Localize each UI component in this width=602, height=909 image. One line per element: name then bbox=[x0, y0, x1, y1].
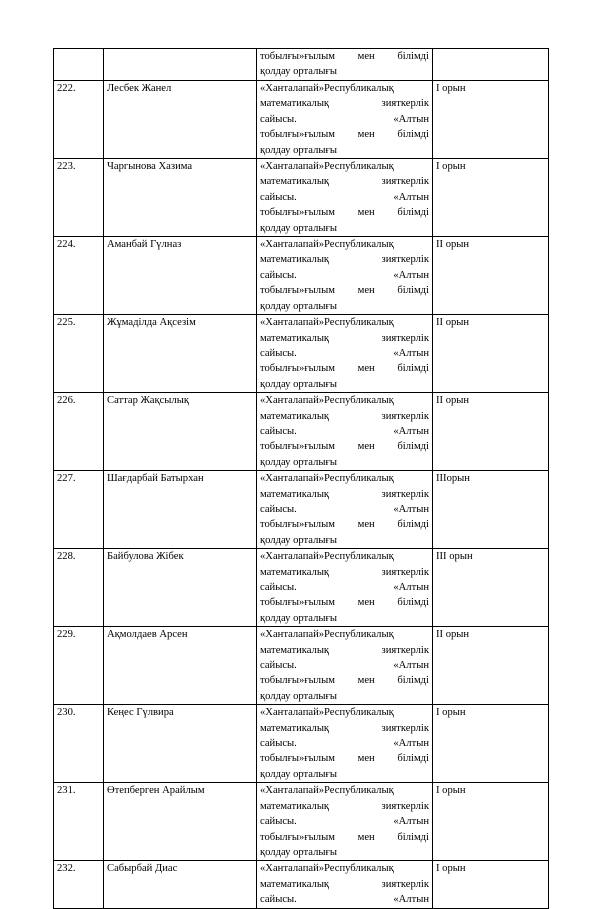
name-cell: Өтепберген Арайлым bbox=[104, 783, 257, 861]
organization-line: тобылғы»ғылым мен білімді bbox=[260, 51, 429, 62]
place-cell: ІІ орын bbox=[433, 315, 549, 393]
number-cell: 223. bbox=[54, 159, 104, 237]
table-row bbox=[54, 471, 549, 549]
organization-line: математикалық зияткерлік bbox=[260, 878, 429, 890]
organization-line: қолдау орталығы bbox=[260, 222, 337, 234]
name-cell: Жұмаділда Ақсезім bbox=[104, 315, 257, 393]
place-cell: І орын bbox=[433, 159, 549, 237]
organization-line: қолдау орталығы bbox=[260, 66, 337, 78]
organization-line: «Ханталапай»Республикалық bbox=[260, 317, 394, 329]
organization-line: «Ханталапай»Республикалық bbox=[260, 395, 394, 407]
organization-line: тобылғы»ғылым мен білімді bbox=[260, 207, 429, 219]
place-cell: ІІІорын bbox=[433, 471, 549, 549]
table-row bbox=[54, 315, 549, 393]
organization-cell bbox=[257, 471, 433, 549]
organization-line: тобылғы»ғылым мен білімді bbox=[260, 753, 429, 765]
name-cell: Шағдарбай Батырхан bbox=[104, 471, 257, 549]
number-cell: 228. bbox=[54, 549, 104, 627]
organization-line: «Ханталапай»Республикалық bbox=[260, 629, 394, 641]
organization-line: сайысы. «Алтын bbox=[260, 347, 429, 359]
organization-line: тобылғы»ғылым мен білімді bbox=[260, 519, 429, 531]
place-cell: ІІ орын bbox=[433, 627, 549, 705]
organization-line: математикалық зияткерлік bbox=[260, 566, 429, 578]
organization-line: «Ханталапай»Республикалық bbox=[260, 161, 394, 173]
organization-line: сайысы. «Алтын bbox=[260, 425, 429, 437]
organization-line: сайысы. «Алтын bbox=[260, 894, 429, 906]
place-cell: ІІ орын bbox=[433, 393, 549, 471]
name-cell: Лесбек Жанел bbox=[104, 81, 257, 159]
number-cell: 230. bbox=[54, 705, 104, 783]
organization-line: математикалық зияткерлік bbox=[260, 488, 429, 500]
table-row bbox=[54, 237, 549, 315]
organization-cell bbox=[257, 81, 433, 159]
table-row bbox=[54, 627, 549, 705]
table-row bbox=[54, 393, 549, 471]
organization-line: математикалық зияткерлік bbox=[260, 254, 429, 266]
organization-line: қолдау орталығы bbox=[260, 846, 337, 858]
place-cell: ІІ орын bbox=[433, 237, 549, 315]
organization-cell bbox=[257, 549, 433, 627]
organization-line: тобылғы»ғылым мен білімді bbox=[260, 441, 429, 453]
organization-line: сайысы. «Алтын bbox=[260, 582, 429, 593]
results-table bbox=[53, 48, 549, 909]
organization-line: математикалық зияткерлік bbox=[260, 644, 429, 656]
table-row bbox=[54, 783, 549, 861]
organization-line: қолдау орталығы bbox=[260, 144, 337, 156]
table-row bbox=[54, 159, 549, 237]
place-cell: І орын bbox=[433, 705, 549, 783]
name-cell: Саттар Жақсылық bbox=[104, 393, 257, 471]
organization-line: тобылғы»ғылым мен білімді bbox=[260, 285, 429, 297]
organization-line: «Ханталапай»Республикалық bbox=[260, 83, 394, 94]
organization-line: математикалық зияткерлік bbox=[260, 410, 429, 422]
organization-line: «Ханталапай»Республикалық bbox=[260, 707, 394, 719]
name-cell: Аманбай Гүлназ bbox=[104, 237, 257, 315]
table-row bbox=[54, 81, 549, 159]
organization-line: математикалық зияткерлік bbox=[260, 332, 429, 344]
organization-line: «Ханталапай»Республикалық bbox=[260, 785, 394, 797]
organization-line: математикалық зияткерлік bbox=[260, 176, 429, 188]
table-row bbox=[54, 549, 549, 627]
organization-line: «Ханталапай»Республикалық bbox=[260, 863, 394, 875]
number-cell: 225. bbox=[54, 315, 104, 393]
place-cell: ІІІ орын bbox=[433, 549, 549, 627]
place-cell: І орын bbox=[433, 81, 549, 159]
organization-line: қолдау орталығы bbox=[260, 534, 337, 546]
organization-line: математикалық зияткерлік bbox=[260, 800, 429, 812]
organization-cell bbox=[257, 237, 433, 315]
organization-cell bbox=[257, 315, 433, 393]
organization-cell bbox=[257, 783, 433, 861]
organization-cell bbox=[257, 159, 433, 237]
organization-line: «Ханталапай»Республикалық bbox=[260, 473, 394, 485]
organization-line: «Ханталапай»Республикалық bbox=[260, 551, 394, 563]
organization-line: сайысы. «Алтын bbox=[260, 660, 429, 672]
number-cell: 226. bbox=[54, 393, 104, 471]
place-cell bbox=[433, 49, 549, 81]
name-cell: Кеңес Гүлвира bbox=[104, 705, 257, 783]
organization-line: математикалық зияткерлік bbox=[260, 722, 429, 734]
organization-line: математикалық зияткерлік bbox=[260, 98, 429, 110]
name-cell: Чаргынова Хазима bbox=[104, 159, 257, 237]
organization-line: қолдау орталығы bbox=[260, 768, 337, 780]
name-cell: Сабырбай Диас bbox=[104, 861, 257, 908]
organization-line: қолдау орталығы bbox=[260, 300, 337, 312]
organization-line: сайысы. «Алтын bbox=[260, 503, 429, 515]
organization-cell bbox=[257, 861, 433, 908]
results-table-body bbox=[54, 49, 549, 909]
organization-line: сайысы. «Алтын bbox=[260, 816, 429, 828]
table-row bbox=[54, 705, 549, 783]
organization-line: тобылғы»ғылым мен білімді bbox=[260, 597, 429, 609]
number-cell: 224. bbox=[54, 237, 104, 315]
organization-cell bbox=[257, 627, 433, 705]
table-row bbox=[54, 861, 549, 908]
organization-line: қолдау орталығы bbox=[260, 378, 337, 390]
number-cell: 222. bbox=[54, 81, 104, 159]
organization-cell bbox=[257, 49, 433, 81]
organization-line: сайысы. «Алтын bbox=[260, 191, 429, 203]
table-row-continuation bbox=[54, 49, 549, 81]
organization-line: тобылғы»ғылым мен білімді bbox=[260, 675, 429, 687]
number-cell: 232. bbox=[54, 861, 104, 908]
organization-line: қолдау орталығы bbox=[260, 456, 337, 468]
name-cell: Байбулова Жібек bbox=[104, 549, 257, 627]
number-cell: 229. bbox=[54, 627, 104, 705]
organization-line: тобылғы»ғылым мен білімді bbox=[260, 831, 429, 843]
number-cell bbox=[54, 49, 104, 81]
organization-line: сайысы. «Алтын bbox=[260, 269, 429, 281]
place-cell: І орын bbox=[433, 861, 549, 908]
organization-cell bbox=[257, 393, 433, 471]
organization-line: қолдау орталығы bbox=[260, 612, 337, 624]
name-cell: Ақмолдаев Арсен bbox=[104, 627, 257, 705]
organization-line: сайысы. «Алтын bbox=[260, 738, 429, 750]
organization-line: тобылғы»ғылым мен білімді bbox=[260, 129, 429, 141]
organization-line: «Ханталапай»Республикалық bbox=[260, 239, 394, 251]
organization-line: тобылғы»ғылым мен білімді bbox=[260, 363, 429, 375]
name-cell bbox=[104, 49, 257, 81]
organization-line: сайысы. «Алтын bbox=[260, 113, 429, 125]
organization-line: қолдау орталығы bbox=[260, 690, 337, 702]
organization-cell bbox=[257, 705, 433, 783]
place-cell: І орын bbox=[433, 783, 549, 861]
number-cell: 231. bbox=[54, 783, 104, 861]
number-cell: 227. bbox=[54, 471, 104, 549]
